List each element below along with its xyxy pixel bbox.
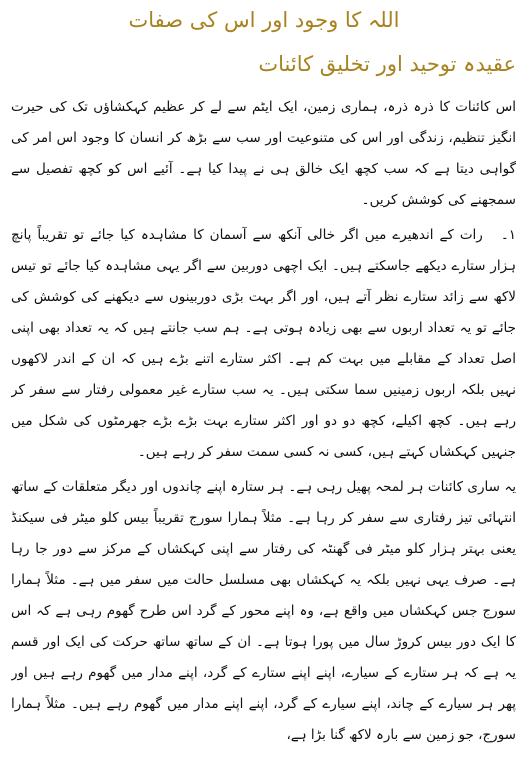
paragraph-text: یہ ساری کائنات ہر لمحہ پھیل رہی ہے۔ ہر ستارہ اپنے چاندوں اور دیگر متعلقات کے ساتھ انتہائی تیز رفتاری سے سفر کر رہا ہے۔ مثلاً ہمارا سورج تقریباً بیس کلو میٹر فی سیکنڈ یعنی بہتر ہزار کلو میٹر فی گھنٹہ کی رفتار سے اپنی کہکشاں کے مرکز سے دور جا رہا ہے۔ صرف یہی نہیں بلکہ یہ کہکشاں بھی مسلسل حالت میں سفر میں ہے۔ مثلاً ہمارا سورج جس کہکشاں میں واقع ہے، وہ اپنے محور کے گرد اس طرح گھوم رہی ہے کہ اس کا ایک دور بیس کروڑ سال میں پورا ہوتا ہے۔ ان کے ساتھ ساتھ حرکت کی ایک اور قسم یہ ہے کہ ہر ستارے کے سیارے، اپنے اپنے ستارے کے گرد، اپنے مدار میں گھوم رہے ہیں اور پھر ہر سیارے کے چاند، اپنے سیارے کے گرد، اپنے اپنے مدار میں گھوم رہے ہیں۔ مثلاً ہمارا سورج، جو زمین سے بارہ لاکھ گنا بڑا ہے، [11,479,516,743]
paragraph-intro [11,92,516,216]
paragraph-number: ۱۔ [500,227,516,243]
section-heading: عقیدہ توحید اور تخلیق کائنات [258,52,516,76]
body-text [11,92,516,772]
paragraph-stars [11,220,516,468]
paragraph-motion [11,472,516,751]
paragraph-text: رات کے اندھیرے میں اگر خالی آنکھ سے آسمان کا مشاہدہ کیا جائے تو تقریباً پانچ ہزار ستارے دیکھے جاسکتے ہیں۔ ایک اچھی دوربین سے اگر یہی مشاہدہ کیا جائے تو تیس لاکھ سے زائد ستارے نظر آتے ہیں، اور اگر بہت بڑی دوربینوں سے دیکھنے کی کوشش کی جائے تو یہ تعداد اربوں سے بھی زیادہ ہوتی ہے۔ ہم سب جانتے ہیں کہ یہ تعداد بھی اپنی اصل تعداد کے مقابلے میں بہت کم ہے۔ اکثر ستارے اتنے بڑے ہیں کہ ان کے اندر لاکھوں نہیں بلکہ اربوں زمینیں سما سکتی ہیں۔ یہ سب ستارے غیر معمولی رفتار سے سفر کر رہے ہیں۔ کچھ اکیلے، کچھ دو دو اور اکثر ستارے بہت بڑے بڑے جھرمٹوں کی شکل میں جنہیں کہکشاں کہتے ہیں، کسی نہ کسی سمت سفر کر رہے ہیں۔ [11,227,516,460]
paragraph-text: اس کائنات کا ذرہ ذرہ، ہماری زمین، ایک ایٹم سے لے کر عظیم کہکشاؤں تک کی حیرت انگیز تنظیم، زندگی اور اس کی متنوعیت اور سب سے بڑھ کر انسان کا وجود اس امر کی گواہی دیتا ہے کہ سب کچھ ایک خالق ہی نے پیدا کیا ہے۔ آئیے اس کو کچھ تفصیل سے سمجھنے کی کوشش کریں۔ [11,99,516,208]
page-title: اللہ کا وجود اور اس کی صفات [128,8,400,32]
